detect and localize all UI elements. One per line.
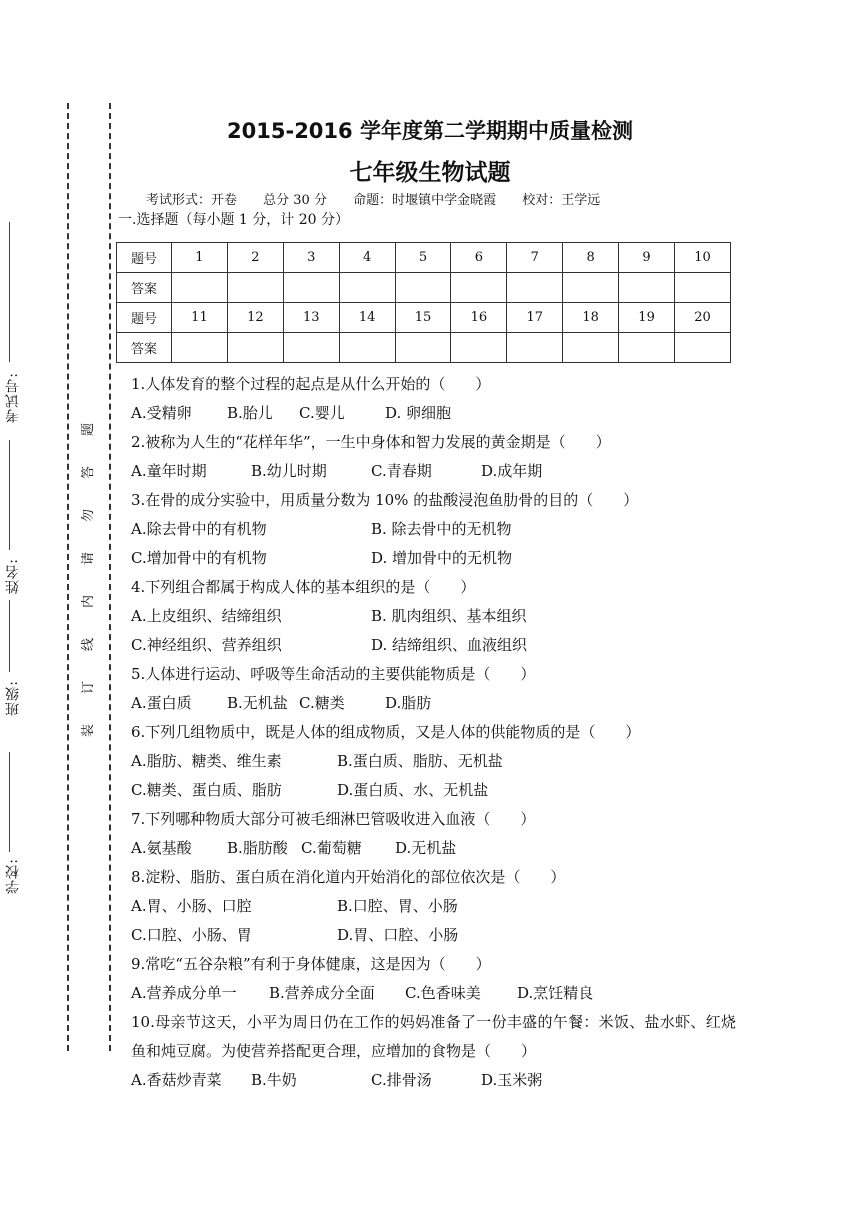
question-number-cell: 5 (395, 243, 451, 273)
option-a[interactable]: A.童年时期 (131, 462, 207, 480)
exam-info (146, 189, 622, 208)
exam-format: 考试形式：开卷 (146, 193, 238, 208)
question (131, 950, 736, 1008)
row-label: 答案 (117, 333, 172, 363)
option-line (131, 631, 736, 660)
option-line (131, 1066, 736, 1095)
option-a[interactable]: A.营养成分单一 (131, 984, 237, 1002)
question-number-cell: 13 (283, 303, 339, 333)
option-line (131, 834, 736, 863)
option-a[interactable]: A.胃、小肠、口腔 (131, 897, 252, 915)
option-d[interactable]: D.蛋白质、水、无机盐 (337, 781, 489, 799)
answer-cell[interactable] (507, 273, 563, 303)
option-c[interactable]: C.婴儿 (299, 404, 345, 422)
option-d[interactable]: D.成年期 (481, 462, 543, 480)
row-label: 答案 (117, 273, 172, 303)
question-number-cell: 7 (507, 243, 563, 273)
question-number-cell: 17 (507, 303, 563, 333)
binding-dashed-line-outer (67, 103, 69, 1051)
warning-char: 装 (81, 723, 97, 738)
answer-cell[interactable] (451, 273, 507, 303)
option-c[interactable]: C.口腔、小肠、胃 (131, 926, 252, 944)
answer-cell[interactable] (339, 273, 395, 303)
question-stem: 8.淀粉、脂肪、蛋白质在消化道内开始消化的部位依次是（ ） (131, 868, 566, 886)
answer-cell[interactable] (283, 333, 339, 363)
option-b[interactable]: B.脂肪酸 (227, 839, 288, 857)
option-a[interactable]: A.蛋白质 (131, 694, 192, 712)
option-line (131, 921, 736, 950)
row-label: 题号 (117, 303, 172, 333)
option-b[interactable]: B.幼儿时期 (251, 462, 327, 480)
exam-no-label: 考试号: (5, 372, 21, 423)
question-list (131, 370, 736, 1095)
answer-cell[interactable] (395, 333, 451, 363)
option-b[interactable]: B.牛奶 (251, 1071, 297, 1089)
question-number-cell: 18 (563, 303, 619, 333)
question-stem: 1.人体发育的整个过程的起点是从什么开始的（ ） (131, 375, 491, 393)
answer-cell[interactable] (451, 333, 507, 363)
question-number-cell: 9 (619, 243, 675, 273)
question-number-cell: 14 (339, 303, 395, 333)
school-label: 学校: (5, 858, 21, 894)
question (131, 718, 736, 805)
name-label: 姓名: (5, 558, 21, 594)
question-number-cell: 15 (395, 303, 451, 333)
option-d[interactable]: D.玉米粥 (481, 1071, 543, 1089)
option-b[interactable]: B.营养成分全面 (269, 984, 375, 1002)
option-line (131, 457, 736, 486)
option-c[interactable]: C.葡萄糖 (301, 839, 362, 857)
option-b[interactable]: B. 除去骨中的无机物 (371, 520, 512, 538)
answer-cell[interactable] (619, 333, 675, 363)
question (131, 660, 736, 718)
exam-title: 2015-2016 学年度第二学期期中质量检测 (227, 119, 633, 143)
answer-cell[interactable] (172, 273, 228, 303)
binding-dashed-line-inner (109, 103, 111, 1051)
option-a[interactable]: A.脂肪、糖类、维生素 (131, 752, 282, 770)
option-d[interactable]: D.胃、口腔、小肠 (337, 926, 459, 944)
option-line (131, 602, 736, 631)
question (131, 370, 736, 428)
question-number-cell: 10 (675, 243, 731, 273)
question-number-cell: 11 (172, 303, 228, 333)
answer-row (117, 273, 731, 303)
answer-cell[interactable] (227, 333, 283, 363)
exam-author: 命题：时堰镇中学金晓霞 (353, 193, 497, 208)
option-c[interactable]: C.青春期 (371, 462, 432, 480)
option-b[interactable]: B. 肌肉组织、基本组织 (371, 607, 527, 625)
answer-cell[interactable] (283, 273, 339, 303)
option-d[interactable]: D.无机盐 (395, 839, 457, 857)
question-number-cell: 20 (675, 303, 731, 333)
warning-char: 勿 (81, 508, 97, 523)
answer-cell[interactable] (507, 333, 563, 363)
row-label: 题号 (117, 243, 172, 273)
option-c[interactable]: C.糖类 (299, 694, 345, 712)
option-a[interactable]: A.氨基酸 (131, 839, 192, 857)
question-number-cell: 19 (619, 303, 675, 333)
name-blank (9, 440, 10, 550)
answer-cell[interactable] (675, 273, 731, 303)
option-line (131, 776, 736, 805)
option-d[interactable]: D.烹饪精良 (517, 984, 594, 1002)
option-c[interactable]: C.色香味美 (405, 984, 481, 1002)
answer-cell[interactable] (563, 273, 619, 303)
question-number-cell: 16 (451, 303, 507, 333)
question (131, 1008, 736, 1095)
question-number-cell: 8 (563, 243, 619, 273)
option-line (131, 689, 736, 718)
option-b[interactable]: B.胎儿 (227, 404, 273, 422)
option-c[interactable]: C.糖类、蛋白质、脂肪 (131, 781, 282, 799)
question-number-cell: 2 (227, 243, 283, 273)
question-stem: 9.常吃“五谷杂粮”有利于身体健康，这是因为（ ） (131, 955, 491, 973)
question-stem: 5.人体进行运动、呼吸等生命活动的主要供能物质是（ ） (131, 665, 536, 683)
number-row (117, 303, 731, 333)
answer-cell[interactable] (339, 333, 395, 363)
warning-char: 线 (81, 637, 97, 652)
question (131, 486, 736, 573)
question-number-cell: 12 (227, 303, 283, 333)
school-blank (9, 752, 10, 852)
option-a[interactable]: A.受精卵 (131, 404, 192, 422)
question-stem: 4.下列组合都属于构成人体的基本组织的是（ ） (131, 578, 476, 596)
warning-char: 题 (81, 422, 97, 437)
option-line (131, 515, 736, 544)
option-b[interactable]: B.无机盐 (227, 694, 288, 712)
answer-cell[interactable] (227, 273, 283, 303)
warning-char: 订 (81, 680, 97, 695)
option-c[interactable]: C.增加骨中的有机物 (131, 549, 267, 567)
option-line (131, 747, 736, 776)
warning-char: 请 (81, 551, 97, 566)
option-d[interactable]: D. 结缔组织、血液组织 (371, 636, 528, 654)
warning-char: 内 (81, 594, 97, 609)
question-stem: 10.母亲节这天，小平为周日仍在工作的妈妈准备了一份丰盛的午餐：米饭、盐水虾、红烧鱼和炖豆腐。为使营养搭配更合理，应增加的食物是（ ） (131, 1013, 736, 1060)
section-heading: 一.选择题（每小题 1 分，计 20 分） (118, 212, 349, 228)
answer-cell[interactable] (619, 273, 675, 303)
answer-cell[interactable] (563, 333, 619, 363)
answer-row (117, 333, 731, 363)
option-b[interactable]: B.口腔、胃、小肠 (337, 897, 458, 915)
exam-subtitle: 七年级生物试题 (349, 160, 511, 186)
option-d[interactable]: D.脂肪 (385, 694, 432, 712)
question-stem: 6.下列几组物质中，既是人体的组成物质，又是人体的供能物质的是（ ） (131, 723, 641, 741)
question-stem: 3.在骨的成分实验中，用质量分数为 10% 的盐酸浸泡鱼肋骨的目的（ ） (131, 491, 639, 509)
exam-proof: 校对：王学远 (522, 193, 601, 208)
exam-no-blank (9, 222, 10, 362)
answer-cell[interactable] (395, 273, 451, 303)
warning-char: 答 (81, 465, 97, 480)
question-number-cell: 4 (339, 243, 395, 273)
option-c[interactable]: C.神经组织、营养组织 (131, 636, 282, 654)
question (131, 863, 736, 950)
answer-cell[interactable] (675, 333, 731, 363)
option-d[interactable]: D. 增加骨中的无机物 (371, 549, 513, 567)
question-stem: 7.下列哪种物质大部分可被毛细淋巴管吸收进入血液（ ） (131, 810, 536, 828)
answer-cell[interactable] (172, 333, 228, 363)
answer-table (116, 242, 731, 363)
question (131, 573, 736, 660)
question (131, 428, 736, 486)
question-number-cell: 1 (172, 243, 228, 273)
exam-total: 总分 30 分 (263, 193, 327, 208)
option-a[interactable]: A.上皮组织、结缔组织 (131, 607, 282, 625)
class-label: 班级: (5, 680, 21, 716)
option-a[interactable]: A.香菇炒青菜 (131, 1071, 222, 1089)
question-number-cell: 6 (451, 243, 507, 273)
option-a[interactable]: A.除去骨中的有机物 (131, 520, 267, 538)
option-line (131, 979, 736, 1008)
option-line (131, 399, 736, 428)
option-c[interactable]: C.排骨汤 (371, 1071, 432, 1089)
number-row (117, 243, 731, 273)
option-d[interactable]: D. 卵细胞 (385, 404, 452, 422)
option-line (131, 892, 736, 921)
question-stem: 2.被称为人生的“花样年华”，一生中身体和智力发展的黄金期是（ ） (131, 433, 611, 451)
class-blank (9, 600, 10, 672)
option-b[interactable]: B.蛋白质、脂肪、无机盐 (337, 752, 503, 770)
question-number-cell: 3 (283, 243, 339, 273)
question (131, 805, 736, 863)
option-line (131, 544, 736, 573)
